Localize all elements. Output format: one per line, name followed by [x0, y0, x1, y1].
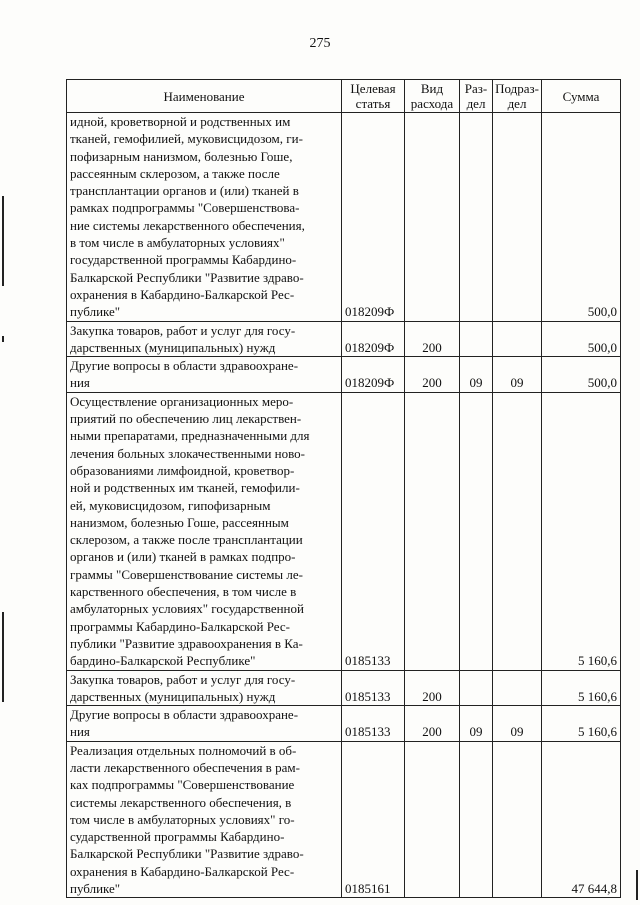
table-header-row: [67, 80, 621, 113]
row-subsection: 09: [493, 706, 542, 742]
column-header-expense: Вид расхода: [405, 80, 460, 113]
row-target: 018209Ф: [342, 113, 405, 322]
row-expense: 200: [405, 670, 460, 706]
row-target: 018209Ф: [342, 321, 405, 357]
row-sum: 500,0: [542, 321, 621, 357]
row-name: Осуществление организационных меро- приятий по обеспечению лиц лекарствен- ными препаратами, предназначенными для лечения больных злокачественными ново- образованиями лимфоидной, кроветвор- ной и родственных им тканей, гемофили- ей, муковисцидозом, гипофизарным нанизмом, болезнью Гоше, рассеянным склерозом, а также после трансплантации органов и (или) тканей в рамках подпро- граммы "Совершенствование системы ле- карственного обеспечения, в том числе в амбулаторных условиях" государственной программы Кабардино-Балкарской Рес- публики "Развитие здравоохранения в Ка- бардино-Балкарской Республике": [67, 392, 342, 670]
row-section: 09: [460, 357, 493, 393]
row-name: Закупка товаров, работ и услуг для госу- дарственных (муниципальных) нужд: [67, 670, 342, 706]
row-expense: [405, 741, 460, 898]
table-row: [67, 321, 621, 357]
row-sum: 47 644,8: [542, 741, 621, 898]
scan-edge-mark: [2, 612, 4, 702]
scan-edge-mark: [636, 870, 638, 900]
row-name: Другие вопросы в области здравоохране- ния: [67, 706, 342, 742]
table-row: [67, 670, 621, 706]
row-sum: 500,0: [542, 113, 621, 322]
budget-table: [66, 79, 621, 898]
table-row: [67, 706, 621, 742]
row-name: идной, кроветворной и родственных им тканей, гемофилией, муковисцидозом, ги- пофизарным нанизмом, болезнью Гоше, рассеянным склерозом, а также после трансплантации органов и (или) тканей в рамках подпрограммы "Совершенствова- ние системы лекарственного обеспечения, в том числе в амбулаторных условиях" государственной программы Кабардино- Балкарской Республики "Развитие здраво- охранения в Кабардино-Балкарской Рес- публике": [67, 113, 342, 322]
row-section: [460, 113, 493, 322]
column-header-subsection: Подраз- дел: [493, 80, 542, 113]
row-expense: 200: [405, 706, 460, 742]
row-target: 0185133: [342, 706, 405, 742]
row-name: Закупка товаров, работ и услуг для госу- дарственных (муниципальных) нужд: [67, 321, 342, 357]
row-expense: 200: [405, 321, 460, 357]
table-row: [67, 741, 621, 898]
row-subsection: [493, 392, 542, 670]
column-header-section: Раз- дел: [460, 80, 493, 113]
row-expense: [405, 392, 460, 670]
row-section: 09: [460, 706, 493, 742]
table-row: [67, 392, 621, 670]
scan-edge-mark: [2, 336, 4, 342]
row-subsection: 09: [493, 357, 542, 393]
column-header-sum: Сумма: [542, 80, 621, 113]
row-target: 0185133: [342, 670, 405, 706]
row-expense: [405, 113, 460, 322]
column-header-target: Целевая статья: [342, 80, 405, 113]
row-section: [460, 392, 493, 670]
row-expense: 200: [405, 357, 460, 393]
row-section: [460, 741, 493, 898]
row-subsection: [493, 741, 542, 898]
row-sum: 5 160,6: [542, 392, 621, 670]
row-name: Другие вопросы в области здравоохране- ния: [67, 357, 342, 393]
row-section: [460, 670, 493, 706]
table-row: [67, 113, 621, 322]
row-target: 0185161: [342, 741, 405, 898]
row-target: 0185133: [342, 392, 405, 670]
row-sum: 5 160,6: [542, 670, 621, 706]
row-name: Реализация отдельных полномочий в об- ласти лекарственного обеспечения в рам- ках подпрограммы "Совершенствование системы лекарственного обеспечения, в том числе в амбулаторных условиях" го- сударственной программы Кабардино- Балкарской Республики "Развитие здраво- охранения в Кабардино-Балкарской Рес- публике": [67, 741, 342, 898]
row-sum: 5 160,6: [542, 706, 621, 742]
scan-edge-mark: [2, 196, 4, 286]
row-sum: 500,0: [542, 357, 621, 393]
row-section: [460, 321, 493, 357]
row-target: 018209Ф: [342, 357, 405, 393]
row-subsection: [493, 113, 542, 322]
table-row: [67, 357, 621, 393]
row-subsection: [493, 670, 542, 706]
column-header-name: Наименование: [67, 80, 342, 113]
row-subsection: [493, 321, 542, 357]
page-number: 275: [309, 36, 331, 51]
